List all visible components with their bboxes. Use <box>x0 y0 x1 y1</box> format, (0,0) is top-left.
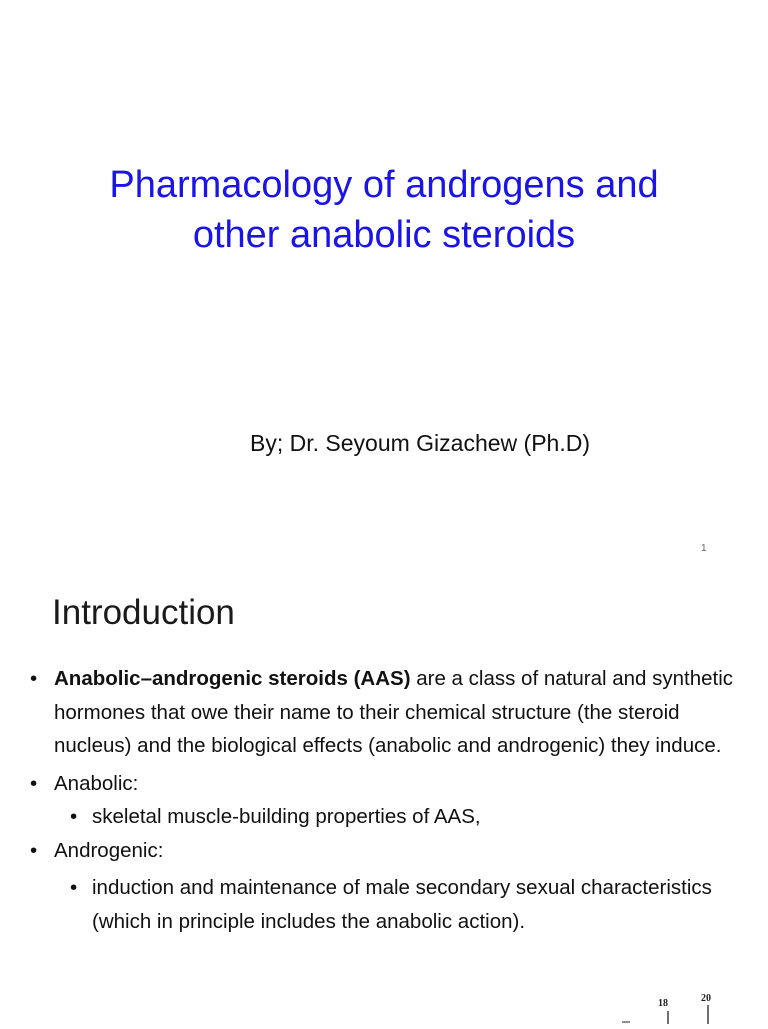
carbon-label-20: 20 <box>701 993 711 1004</box>
page-number: 1 <box>701 543 707 554</box>
sub-bullet-item-androgenic-definition <box>30 871 740 938</box>
bullet-text: are a class of natural and synthetic hormones that owe their name to their chemical structure (the steroid nucleus) and the biological effects (anabolic and androgenic) they induce. <box>54 667 734 757</box>
introduction-slide <box>0 575 768 1024</box>
bullet-marker: • <box>70 876 78 899</box>
slide-title-line-2: other anabolic steroids <box>192 214 576 256</box>
steroid-structure-diagram <box>470 993 750 1024</box>
bullet-item-androgenic <box>30 834 740 868</box>
slide-title-line-1: Pharmacology of androgens and <box>109 164 659 206</box>
section-heading: Introduction <box>52 593 235 632</box>
bullet-text: skeletal muscle-building properties of AAS, <box>92 805 481 828</box>
bullet-marker: • <box>30 838 38 862</box>
slide-title <box>0 160 768 260</box>
bullet-text: Anabolic: <box>54 771 139 795</box>
bullet-marker: • <box>30 667 38 690</box>
bullet-marker: • <box>70 805 78 828</box>
sub-bullet-item-anabolic-definition <box>30 800 740 834</box>
bullet-item-aas-definition <box>30 662 740 763</box>
bullet-list <box>30 662 740 938</box>
bullet-marker: • <box>30 771 38 795</box>
carbon-label-18: 18 <box>658 998 668 1009</box>
bullet-text: induction and maintenance of male secondary sexual characteristics (which in principle includes the anabolic action). <box>92 876 712 933</box>
bullet-bold-term: Anabolic–androgenic steroids (AAS) <box>54 667 411 690</box>
bullet-item-anabolic <box>30 767 740 801</box>
bullet-text: Androgenic: <box>54 838 164 862</box>
author-line: By; Dr. Seyoum Gizachew (Ph.D) <box>250 430 590 456</box>
